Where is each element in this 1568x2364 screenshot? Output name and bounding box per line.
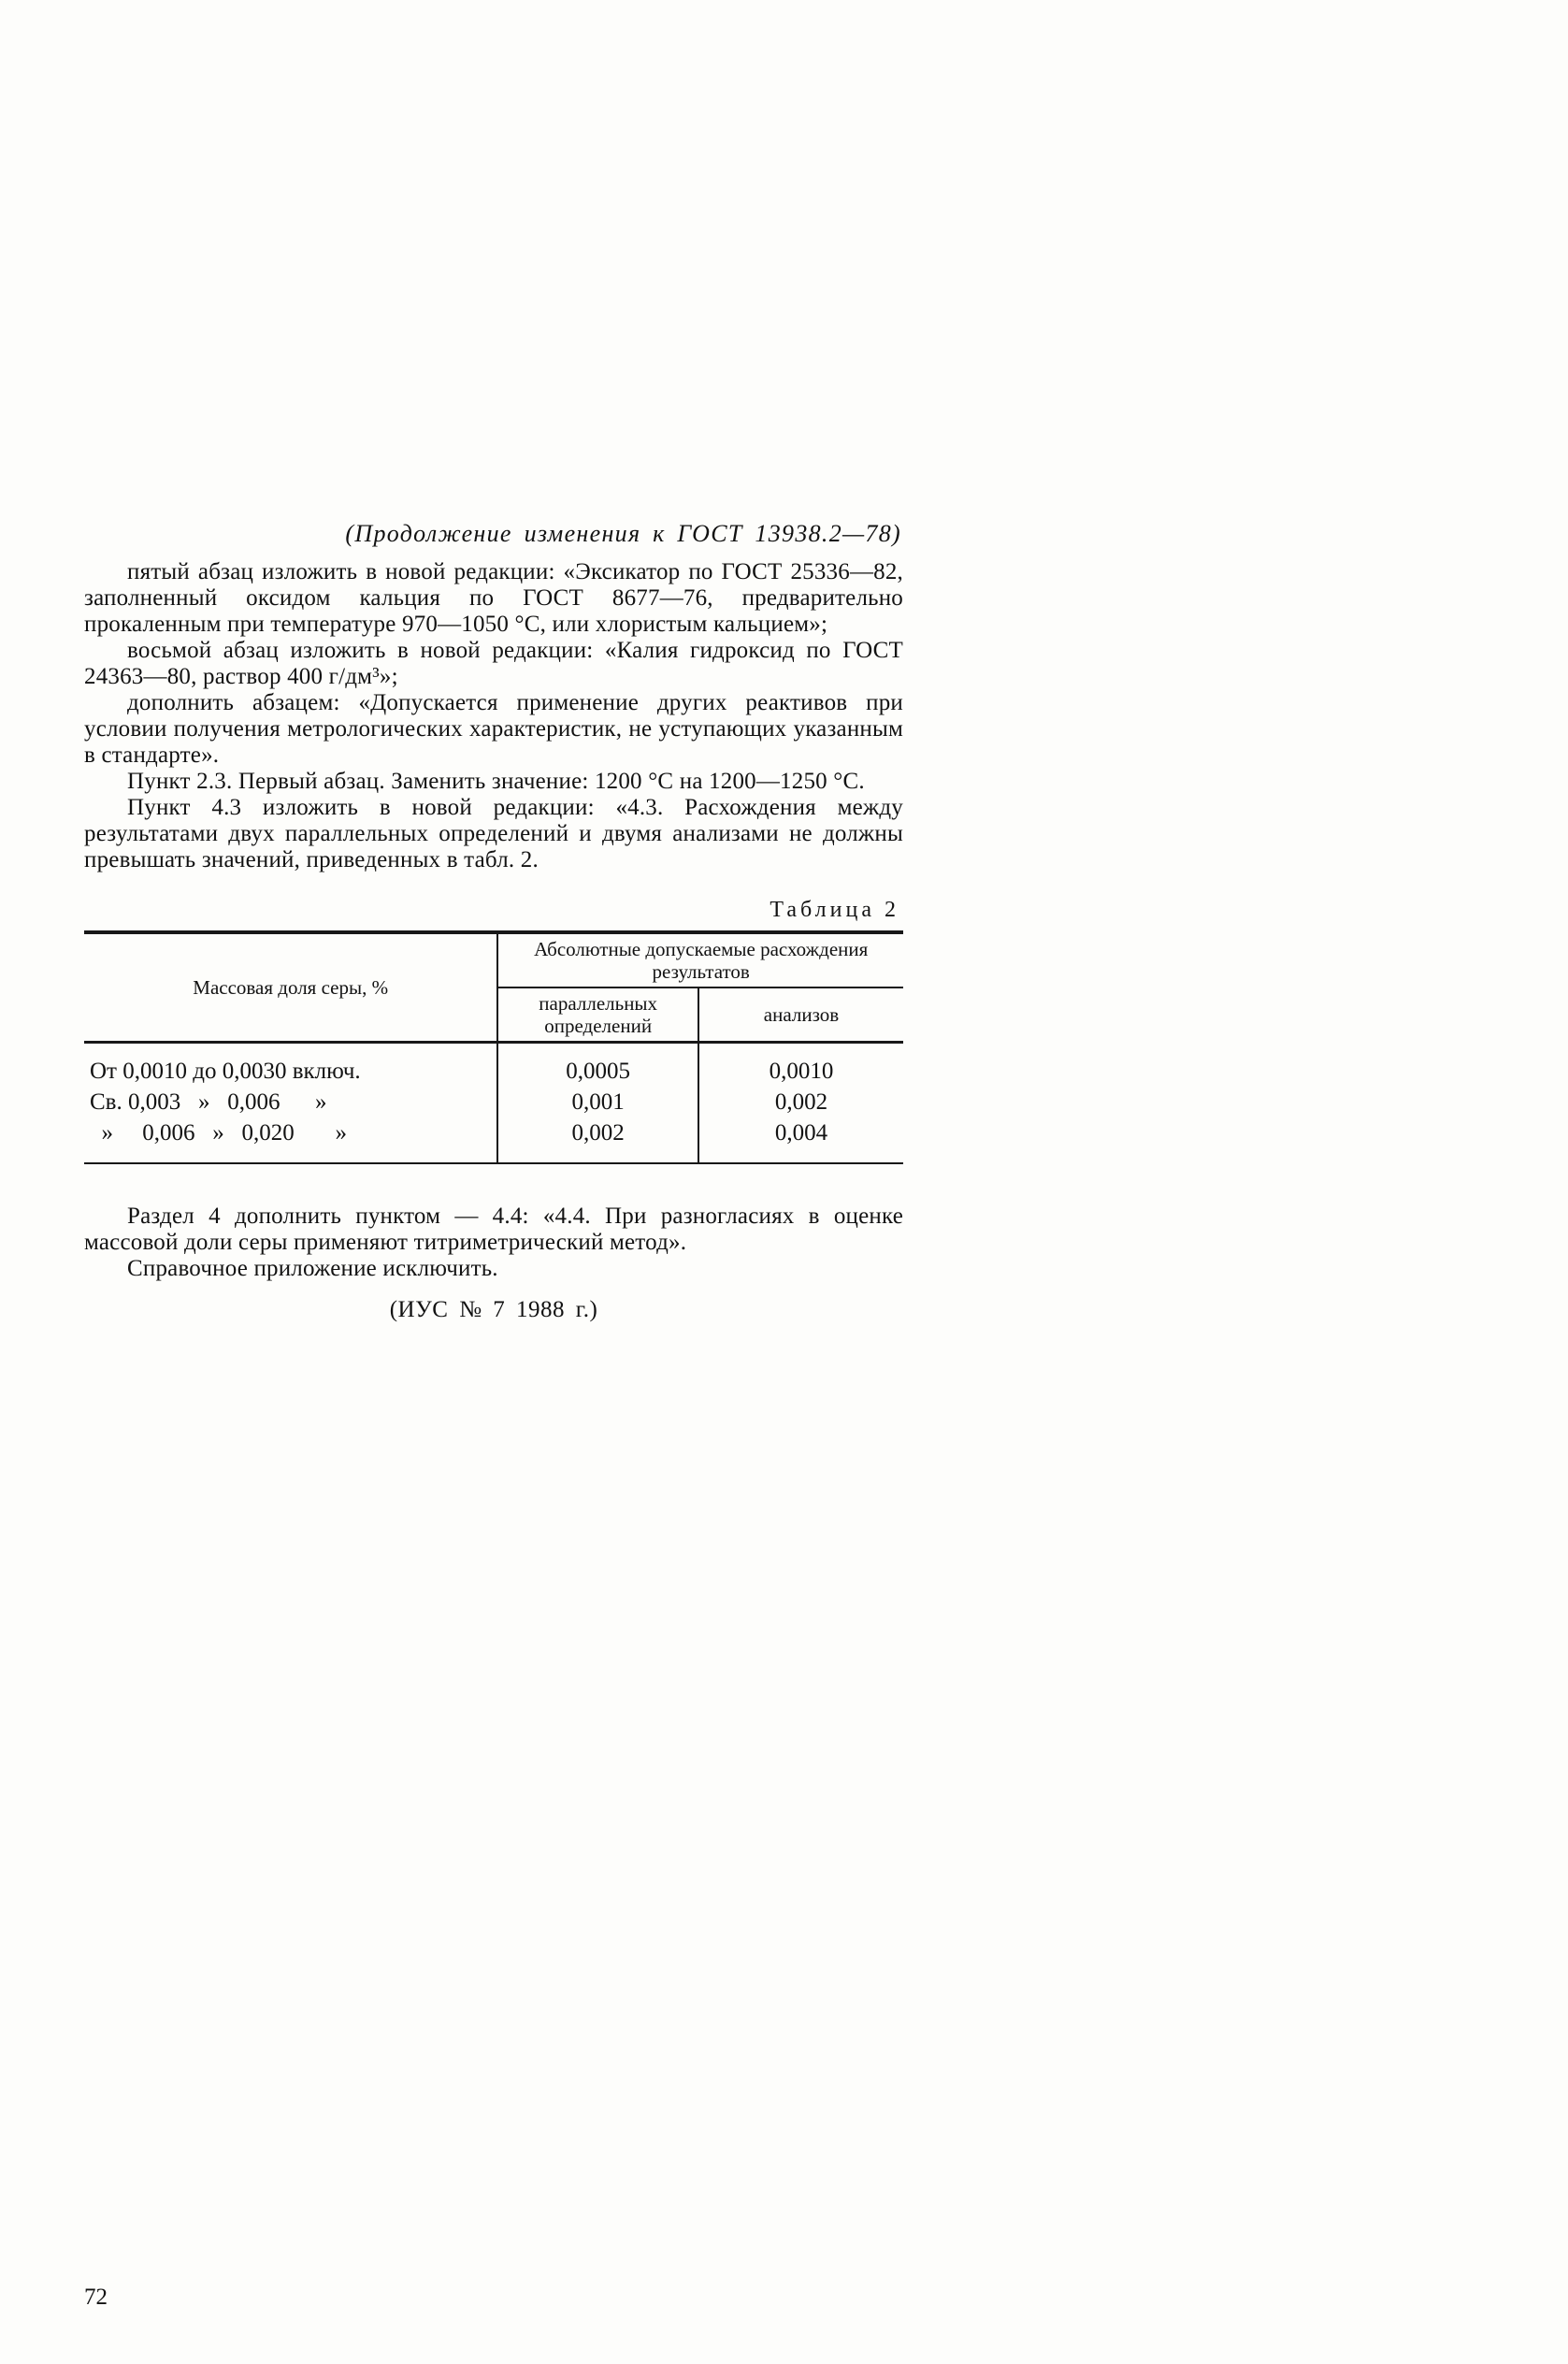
content-column — [84, 520, 903, 1323]
col-header-parallel-determinations: параллельных определений — [497, 987, 698, 1043]
analyses-value-cell: 0,004 — [774, 1120, 828, 1146]
col-header-analyses: анализов — [698, 987, 903, 1043]
range-cell: » 0,006 » 0,020 » — [84, 1117, 497, 1163]
table-body — [84, 1043, 903, 1164]
discrepancies-table — [84, 930, 903, 1164]
table-label: Таблица 2 — [770, 898, 899, 922]
paragraph-punkt-2-3: Пункт 2.3. Первый абзац. Заменить значение: 1200 °С на 1200—1250 °С. — [127, 769, 865, 794]
page-number: 72 — [84, 2285, 108, 2310]
table-row — [84, 1117, 903, 1163]
table-header — [84, 932, 903, 1043]
parallel-value-cell: 0,0005 — [497, 1043, 698, 1088]
table-row — [84, 1087, 903, 1117]
range-cell: Св. 0,003 » 0,006 » — [84, 1087, 497, 1117]
ius-note: (ИУС № 7 1988 г.) — [389, 1297, 598, 1322]
analyses-value-cell: 0,002 — [774, 1089, 828, 1115]
continuation-header: (Продолжение изменения к ГОСТ 13938.2—78) — [345, 520, 901, 547]
range-cell: От 0,0010 до 0,0030 включ. — [84, 1043, 497, 1088]
paragraph-punkt-4-3: Пункт 4.3 изложить в новой редакции: «4.3. Расхождения между результатами двух параллельных определений и двумя анализами не должны превышать значений, приведенных в табл. 2. — [84, 795, 903, 872]
table-row — [84, 1043, 903, 1088]
col-group-header-discrepancies: Абсолютные допускаемые расхождения результатов — [497, 932, 903, 987]
col-header-mass-fraction: Массовая доля серы, % — [84, 932, 497, 1043]
analyses-value-cell: 0,0010 — [769, 1059, 834, 1084]
paragraph-eighth-abzac: восьмой абзац изложить в новой редакции: «Калия гидроксид по ГОСТ 24363—80, раствор 400 г/дм³»; — [84, 638, 903, 689]
paragraph-fifth-abzac: пятый абзац изложить в новой редакции: «Эксикатор по ГОСТ 25336—82, заполненный оксидом кальция по ГОСТ 8677—76, предварительно прокаленным при температуре 970—1050 °С, или хлористым кальцием»; — [84, 559, 903, 637]
parallel-value-cell: 0,001 — [497, 1087, 698, 1117]
paragraph-supplement: дополнить абзацем: «Допускается применение других реактивов при условии получения метрологических характеристик, не уступающих указанным в стандарте». — [84, 690, 903, 768]
parallel-value-cell: 0,002 — [497, 1117, 698, 1163]
paragraph-reference-annex: Справочное приложение исключить. — [127, 1256, 498, 1281]
table-header-row-1 — [84, 932, 903, 987]
paragraph-razdel-4: Раздел 4 дополнить пунктом — 4.4: «4.4. При разногласиях в оценке массовой доли серы применяют титриметрический метод». — [84, 1204, 903, 1255]
